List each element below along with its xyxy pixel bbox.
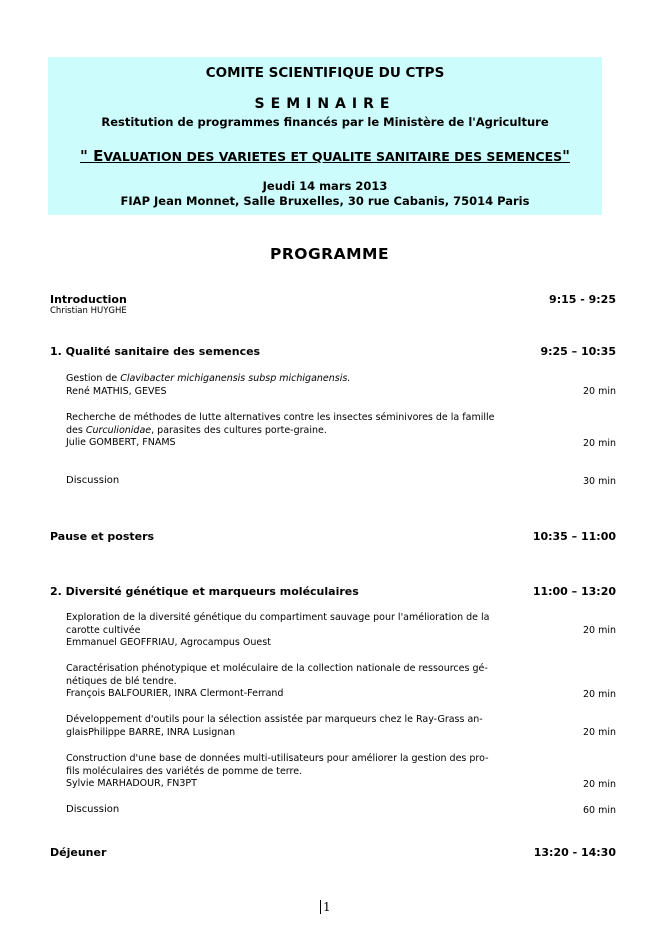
introduction-title: Introduction: [50, 293, 127, 306]
item-speaker: Sylvie MARHADOUR, FN3PT: [66, 778, 197, 789]
section1-item2-duration: 20 min: [582, 438, 616, 449]
section2-item1-duration: 20 min: [582, 625, 616, 636]
item-speaker: René MATHIS, GEVES: [66, 385, 167, 397]
section1-title: 1. Qualité sanitaire des semences: [50, 345, 261, 358]
evaluation-rest: VALUATION DES VARIETES ET QUALITE SANITAIRE DES SEMENCES: [103, 149, 563, 164]
item-title-line1: Exploration de la diversité génétique du compartiment sauvage pour l'amélioration de la: [66, 612, 490, 623]
pause-title: Pause et posters: [50, 530, 155, 543]
section2-item2-duration: 20 min: [582, 689, 616, 700]
item-title: Gestion de Clavibacter michiganensis subsp michiganensis.: [66, 373, 351, 384]
section2-time: 11:00 – 13:20: [532, 585, 616, 598]
item-speaker: François BALFOURIER, INRA Clermont-Ferrand: [66, 688, 284, 699]
section2-item3: [66, 714, 526, 739]
item-title-line1: Caractérisation phénotypique et moléculaire de la collection nationale de ressources gé-: [66, 663, 488, 674]
introduction-time: 9:15 - 9:25: [549, 293, 616, 306]
event-place: FIAP Jean Monnet, Salle Bruxelles, 30 rue Cabanis, 75014 Paris: [120, 194, 530, 208]
evaluation-close-quote: ": [562, 147, 570, 165]
item-speaker: Julie GOMBERT, FNAMS: [66, 437, 176, 448]
item-title-line1: Développement d'outils pour la sélection assistée par marqueurs chez le Ray-Grass an-: [66, 714, 483, 725]
introduction-speaker: Christian HUYGHE: [50, 306, 127, 316]
section2-discussion-duration: 60 min: [582, 805, 616, 816]
header-box: [48, 57, 602, 215]
item-speaker: Emmanuel GEOFFRIAU, Agrocampus Ouest: [66, 637, 271, 648]
comite-title: COMITE SCIENTIFIQUE DU CTPS: [205, 65, 445, 81]
programme-title: PROGRAMME: [269, 245, 390, 263]
evaluation-initial: E: [93, 147, 104, 165]
event-date: Jeudi 14 mars 2013: [262, 179, 388, 193]
item-title-line2: nétiques de blé tendre.: [66, 675, 177, 687]
dejeuner-title: Déjeuner: [50, 846, 107, 859]
section2-item1: [66, 612, 526, 650]
item-title-line2: glaisPhilippe BARRE, INRA Lusignan: [66, 726, 236, 738]
page-number: 1: [320, 900, 331, 914]
section2-title: 2. Diversité génétique et marqueurs moléculaires: [50, 585, 359, 598]
item-title-line1: Recherche de méthodes de lutte alternatives contre les insectes séminivores de la famille: [66, 412, 495, 423]
section2-discussion: Discussion: [66, 804, 120, 815]
evaluation-open-quote: ": [80, 147, 94, 165]
section2-item4-duration: 20 min: [582, 779, 616, 790]
item-title-line1: Construction d'une base de données multi-utilisateurs pour améliorer la gestion des pro-: [66, 753, 489, 764]
seminaire-title: SEMINAIRE: [254, 96, 396, 112]
section2-item2: [66, 663, 526, 701]
item-title-line2: des Curculionidae, parasites des cultures porte-graine.: [66, 424, 327, 436]
section1-item2: [66, 412, 526, 450]
section1-time: 9:25 – 10:35: [540, 345, 616, 358]
item-title-line2: fils moléculaires des variétés de pomme de terre.: [66, 765, 303, 777]
section1-item1-duration: 20 min: [582, 386, 616, 397]
section1-discussion: Discussion: [66, 475, 120, 486]
evaluation-title: [48, 147, 602, 165]
restitution-subtitle: Restitution de programmes financés par le Ministère de l'Agriculture: [101, 115, 549, 129]
section1-discussion-duration: 30 min: [582, 476, 616, 487]
section2-item4: [66, 753, 526, 791]
section1-item1: [66, 373, 526, 398]
dejeuner-time: 13:20 - 14:30: [533, 846, 616, 859]
item-title-line2: carotte cultivée: [66, 624, 141, 636]
pause-time: 10:35 – 11:00: [532, 530, 616, 543]
section2-item3-duration: 20 min: [582, 727, 616, 738]
